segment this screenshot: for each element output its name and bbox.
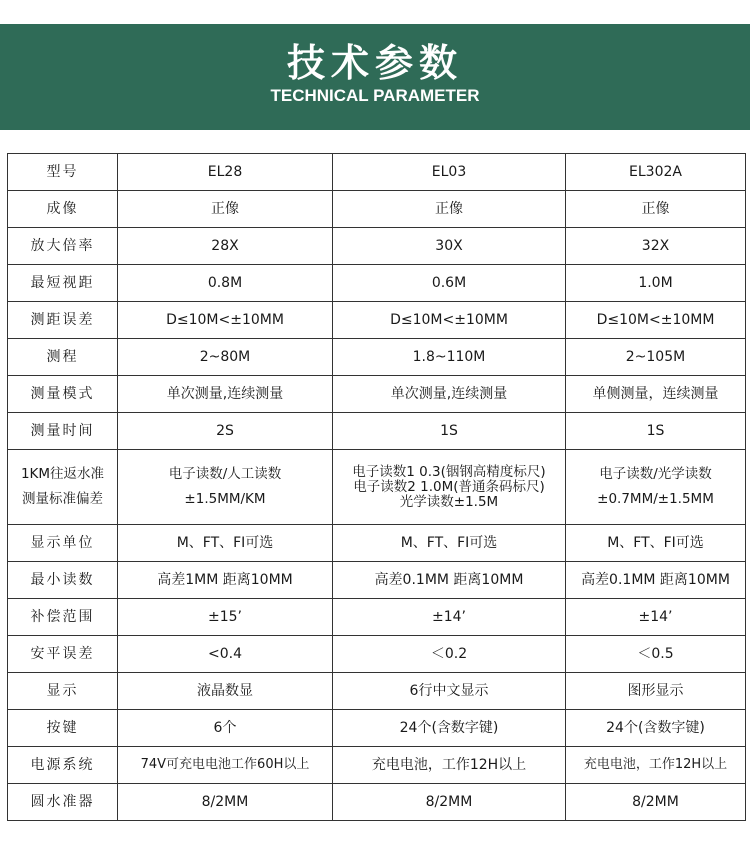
table-row — [8, 191, 746, 228]
cell-el302a: 8/2MM — [566, 784, 746, 821]
table-row — [8, 302, 746, 339]
table-row — [8, 599, 746, 636]
table-row — [8, 154, 746, 191]
cell-el28: 液晶数显 — [118, 673, 333, 710]
cell-el03: 高差0.1MM 距离10MM — [333, 562, 566, 599]
cell-line: ±0.7MM/±1.5MM — [597, 491, 714, 507]
row-label: 电源系统 — [8, 747, 118, 784]
cell-el302a: 24个(含数字键) — [566, 710, 746, 747]
header-banner — [0, 24, 750, 130]
cell-el28: 正像 — [118, 191, 333, 228]
row-label: 测量时间 — [8, 413, 118, 450]
cell-el28: 高差1MM 距离10MM — [118, 562, 333, 599]
row-label: 测量模式 — [8, 376, 118, 413]
cell-line: 电子读数1 0.3(铟钢高精度标尺) — [352, 463, 546, 480]
table-row — [8, 525, 746, 562]
cell-el28: 2S — [118, 413, 333, 450]
banner-notch — [337, 132, 409, 154]
cell-el03: 1.8~110M — [333, 339, 566, 376]
cell-el28: 2~80M — [118, 339, 333, 376]
cell-el28: 74V可充电电池工作60H以上 — [118, 747, 333, 784]
cell-el28: 28X — [118, 228, 333, 265]
cell-el302a: 图形显示 — [566, 673, 746, 710]
row-label: 按键 — [8, 710, 118, 747]
table-row — [8, 376, 746, 413]
cell-el03: EL03 — [333, 154, 566, 191]
cell-el28: D≤10M<±10MM — [118, 302, 333, 339]
cell-el03: ＜0.2 — [333, 636, 566, 673]
table-row — [8, 747, 746, 784]
cell-el302a: 高差0.1MM 距离10MM — [566, 562, 746, 599]
row-label: 型号 — [8, 154, 118, 191]
table-row — [8, 562, 746, 599]
row-label-line: 测量标准偏差 — [22, 491, 103, 507]
cell-el03: 6行中文显示 — [333, 673, 566, 710]
table-row — [8, 339, 746, 376]
cell-el03: 充电电池，工作12H以上 — [333, 747, 566, 784]
cell-el302a: ＜0.5 — [566, 636, 746, 673]
cell-el03: M、FT、FI可选 — [333, 525, 566, 562]
table-row — [8, 413, 746, 450]
table-row — [8, 710, 746, 747]
cell-line: 电子读数2 1.0M(普通条码标尺) — [353, 478, 545, 495]
cell-el28: 0.8M — [118, 265, 333, 302]
cell-el302a: M、FT、FI可选 — [566, 525, 746, 562]
cell-el28: EL28 — [118, 154, 333, 191]
cell-el28: 单次测量,连续测量 — [118, 376, 333, 413]
row-label-line: 1KM往返水准 — [20, 466, 105, 482]
cell-el03: 正像 — [333, 191, 566, 228]
table-row — [8, 784, 746, 821]
cell-line: ±1.5MM/KM — [184, 491, 266, 507]
cell-line: 光学读数±1.5M — [399, 493, 499, 510]
cell-el302a: 32X — [566, 228, 746, 265]
row-label: 显示单位 — [8, 525, 118, 562]
page-title: 技术参数 — [286, 41, 463, 85]
cell-el03: 0.6M — [333, 265, 566, 302]
cell-el302a: 正像 — [566, 191, 746, 228]
row-label: 最小读数 — [8, 562, 118, 599]
cell-el03: ±14’ — [333, 599, 566, 636]
row-label: 补偿范围 — [8, 599, 118, 636]
table-row — [8, 228, 746, 265]
row-label: 显示 — [8, 673, 118, 710]
cell-el28: M、FT、FI可选 — [118, 525, 333, 562]
table-row-accuracy — [8, 450, 746, 525]
table-row — [8, 673, 746, 710]
cell-el03: 1S — [333, 413, 566, 450]
cell-line: 电子读数/光学读数 — [599, 466, 712, 482]
cell-el302a — [566, 450, 746, 525]
spec-table — [7, 153, 746, 821]
cell-line: 电子读数/人工读数 — [168, 466, 282, 482]
cell-el03: 单次测量,连续测量 — [333, 376, 566, 413]
row-label: 安平误差 — [8, 636, 118, 673]
cell-el302a: 1.0M — [566, 265, 746, 302]
cell-el302a: 2~105M — [566, 339, 746, 376]
table-row — [8, 636, 746, 673]
row-label: 放大倍率 — [8, 228, 118, 265]
cell-el302a: 充电电池，工作12H以上 — [566, 747, 746, 784]
cell-el28: <0.4 — [118, 636, 333, 673]
cell-el03: D≤10M<±10MM — [333, 302, 566, 339]
cell-el28 — [118, 450, 333, 525]
cell-el302a: D≤10M<±10MM — [566, 302, 746, 339]
cell-el302a: 单侧测量，连续测量 — [566, 376, 746, 413]
cell-el28: 6个 — [118, 710, 333, 747]
row-label: 圆水准器 — [8, 784, 118, 821]
row-label: 测程 — [8, 339, 118, 376]
page-subtitle: TECHNICAL PARAMETER — [270, 86, 480, 105]
cell-el302a: EL302A — [566, 154, 746, 191]
cell-el302a: ±14’ — [566, 599, 746, 636]
row-label — [8, 450, 118, 525]
table-row — [8, 265, 746, 302]
row-label: 成像 — [8, 191, 118, 228]
row-label: 测距误差 — [8, 302, 118, 339]
cell-el03: 30X — [333, 228, 566, 265]
cell-el28: 8/2MM — [118, 784, 333, 821]
cell-el03: 8/2MM — [333, 784, 566, 821]
cell-el03: 24个(含数字键) — [333, 710, 566, 747]
cell-el03 — [333, 450, 566, 525]
row-label: 最短视距 — [8, 265, 118, 302]
cell-el28: ±15’ — [118, 599, 333, 636]
cell-el302a: 1S — [566, 413, 746, 450]
